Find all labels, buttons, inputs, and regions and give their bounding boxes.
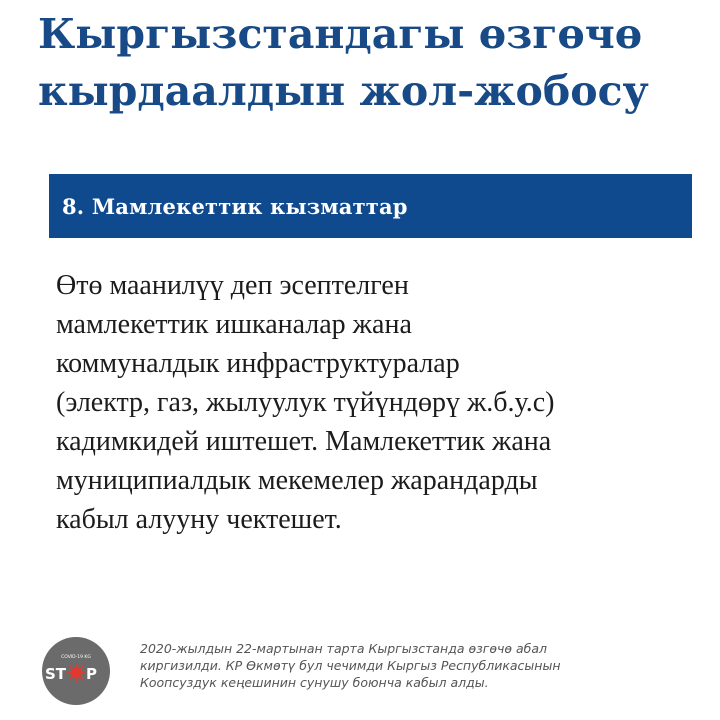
section-heading: 8. Мамлекеттик кызматтар xyxy=(62,193,408,219)
section-header-bar xyxy=(49,174,692,238)
logo-text-right: P xyxy=(86,665,97,683)
virus-icon xyxy=(67,664,85,682)
page-title: Кыргызстандагы өзгөчө кырдаалдын жол-жобосу xyxy=(38,10,649,115)
footnote-text: 2020-жылдын 22-мартынан тарта Кыргызстанда өзгөчө абал киргизилди. КР Өкмөтү бул чечимди Кыргыз Республикасынын Коопсуздук кеңешинин сунушу боюнча кабыл алды. xyxy=(140,641,561,690)
logo-small-text: COVID-19 KG xyxy=(61,655,91,660)
body-paragraph: Өтө маанилүү деп эсептелген мамлекеттик ишканалар жана коммуналдык инфраструктуралар (электр, газ, жылуулук түйүндөрү ж.б.у.с) кадимкидей иштешет. Мамлекеттик жана муниципиалдык мекемелер жарандарды кабыл алууну чектешет. xyxy=(56,270,555,535)
stop-virus-logo-icon xyxy=(41,636,111,706)
logo-text-left: ST xyxy=(44,665,66,683)
